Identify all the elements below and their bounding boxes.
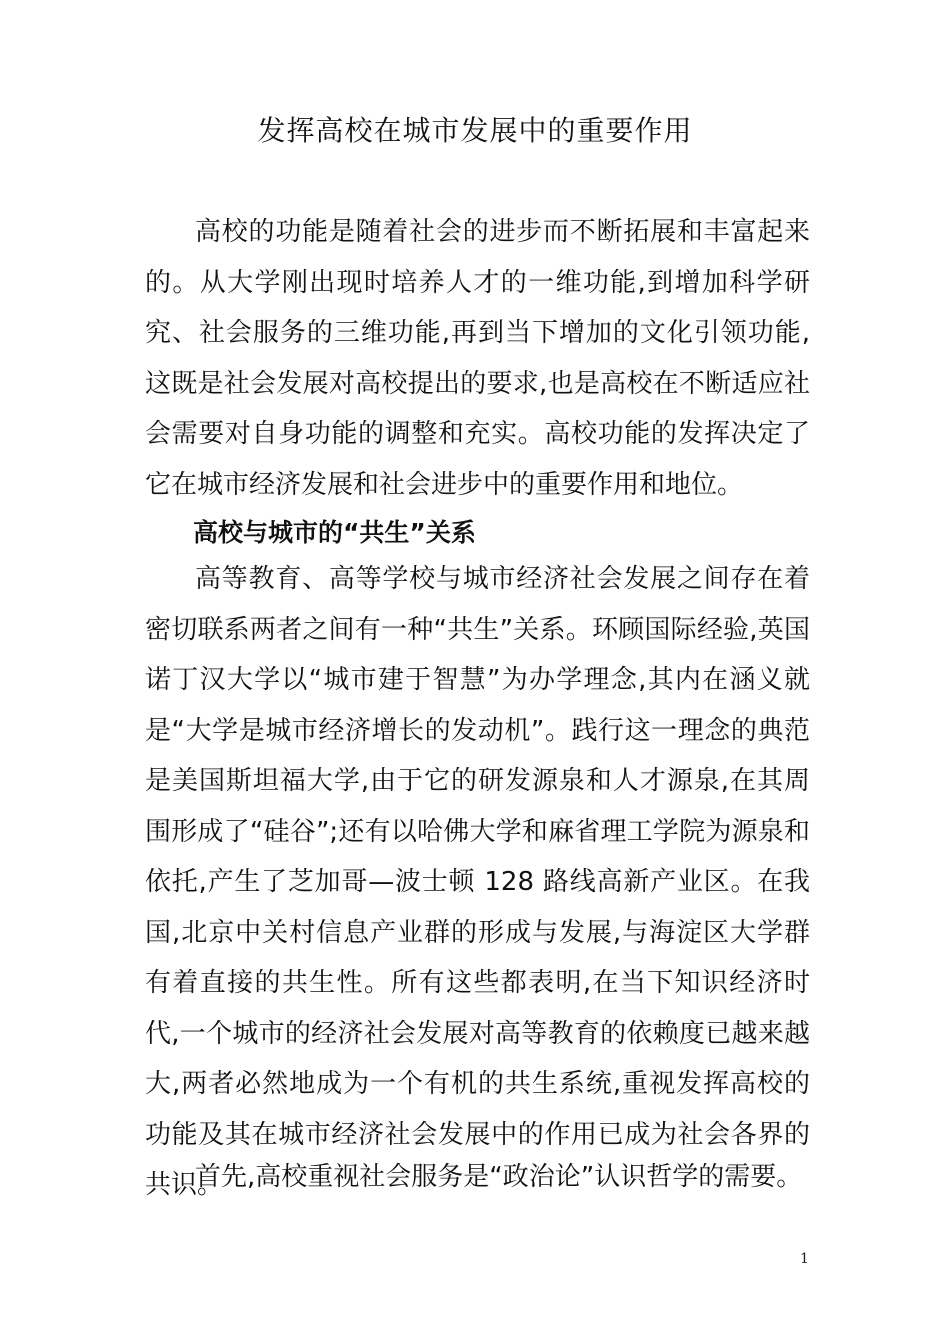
closing-paragraph: 首先,高校重视社会服务是“政治论”认识哲学的需要。 [195,1162,803,1192]
section-heading: 高校与城市的“共生”关系 [193,518,476,547]
document-title: 发挥高校在城市发展中的重要作用 [257,114,693,147]
body-paragraph: 高等教育、高等学校与城市经济社会发展之间存在着密切联系两者之间有一种“共生”关系。环顾国际经验,英国诺丁汉大学以“城市建于智慧”为办学理念,其内在涵义就是“大学是城市经济增长的发动机”。践行这一理念的典范是美国斯坦福大学,由于它的研发源泉和人才源泉,在其周围形成了“硅谷”;还有以哈佛大学和麻省理工学院为源泉和依托,产生了芝加哥—波士顿 128 路线高新产业区。在我国,北京中关村信息产业群的形成与发展,与海淀区大学群有着直接的共生性。所有这些都表明,在当下知识经济时代,一个城市的经济社会发展对高等教育的依赖度已越来越大,两者必然地成为一个有机的共生系统,重视发挥高校的功能及其在城市经济社会发展中的作用已成为社会各界的共识。 [145,564,810,1200]
intro-paragraph: 高校的功能是随着社会的进步而不断拓展和丰富起来的。从大学刚出现时培养人才的一维功能,到增加科学研究、社会服务的三维功能,再到当下增加的文化引领功能,这既是社会发展对高校提出的要求,也是高校在不断适应社会需要对自身功能的调整和充实。高校功能的发挥决定了它在城市经济发展和社会进步中的重要作用和地位。 [145,217,810,500]
page-number: 1 [800,1251,809,1267]
